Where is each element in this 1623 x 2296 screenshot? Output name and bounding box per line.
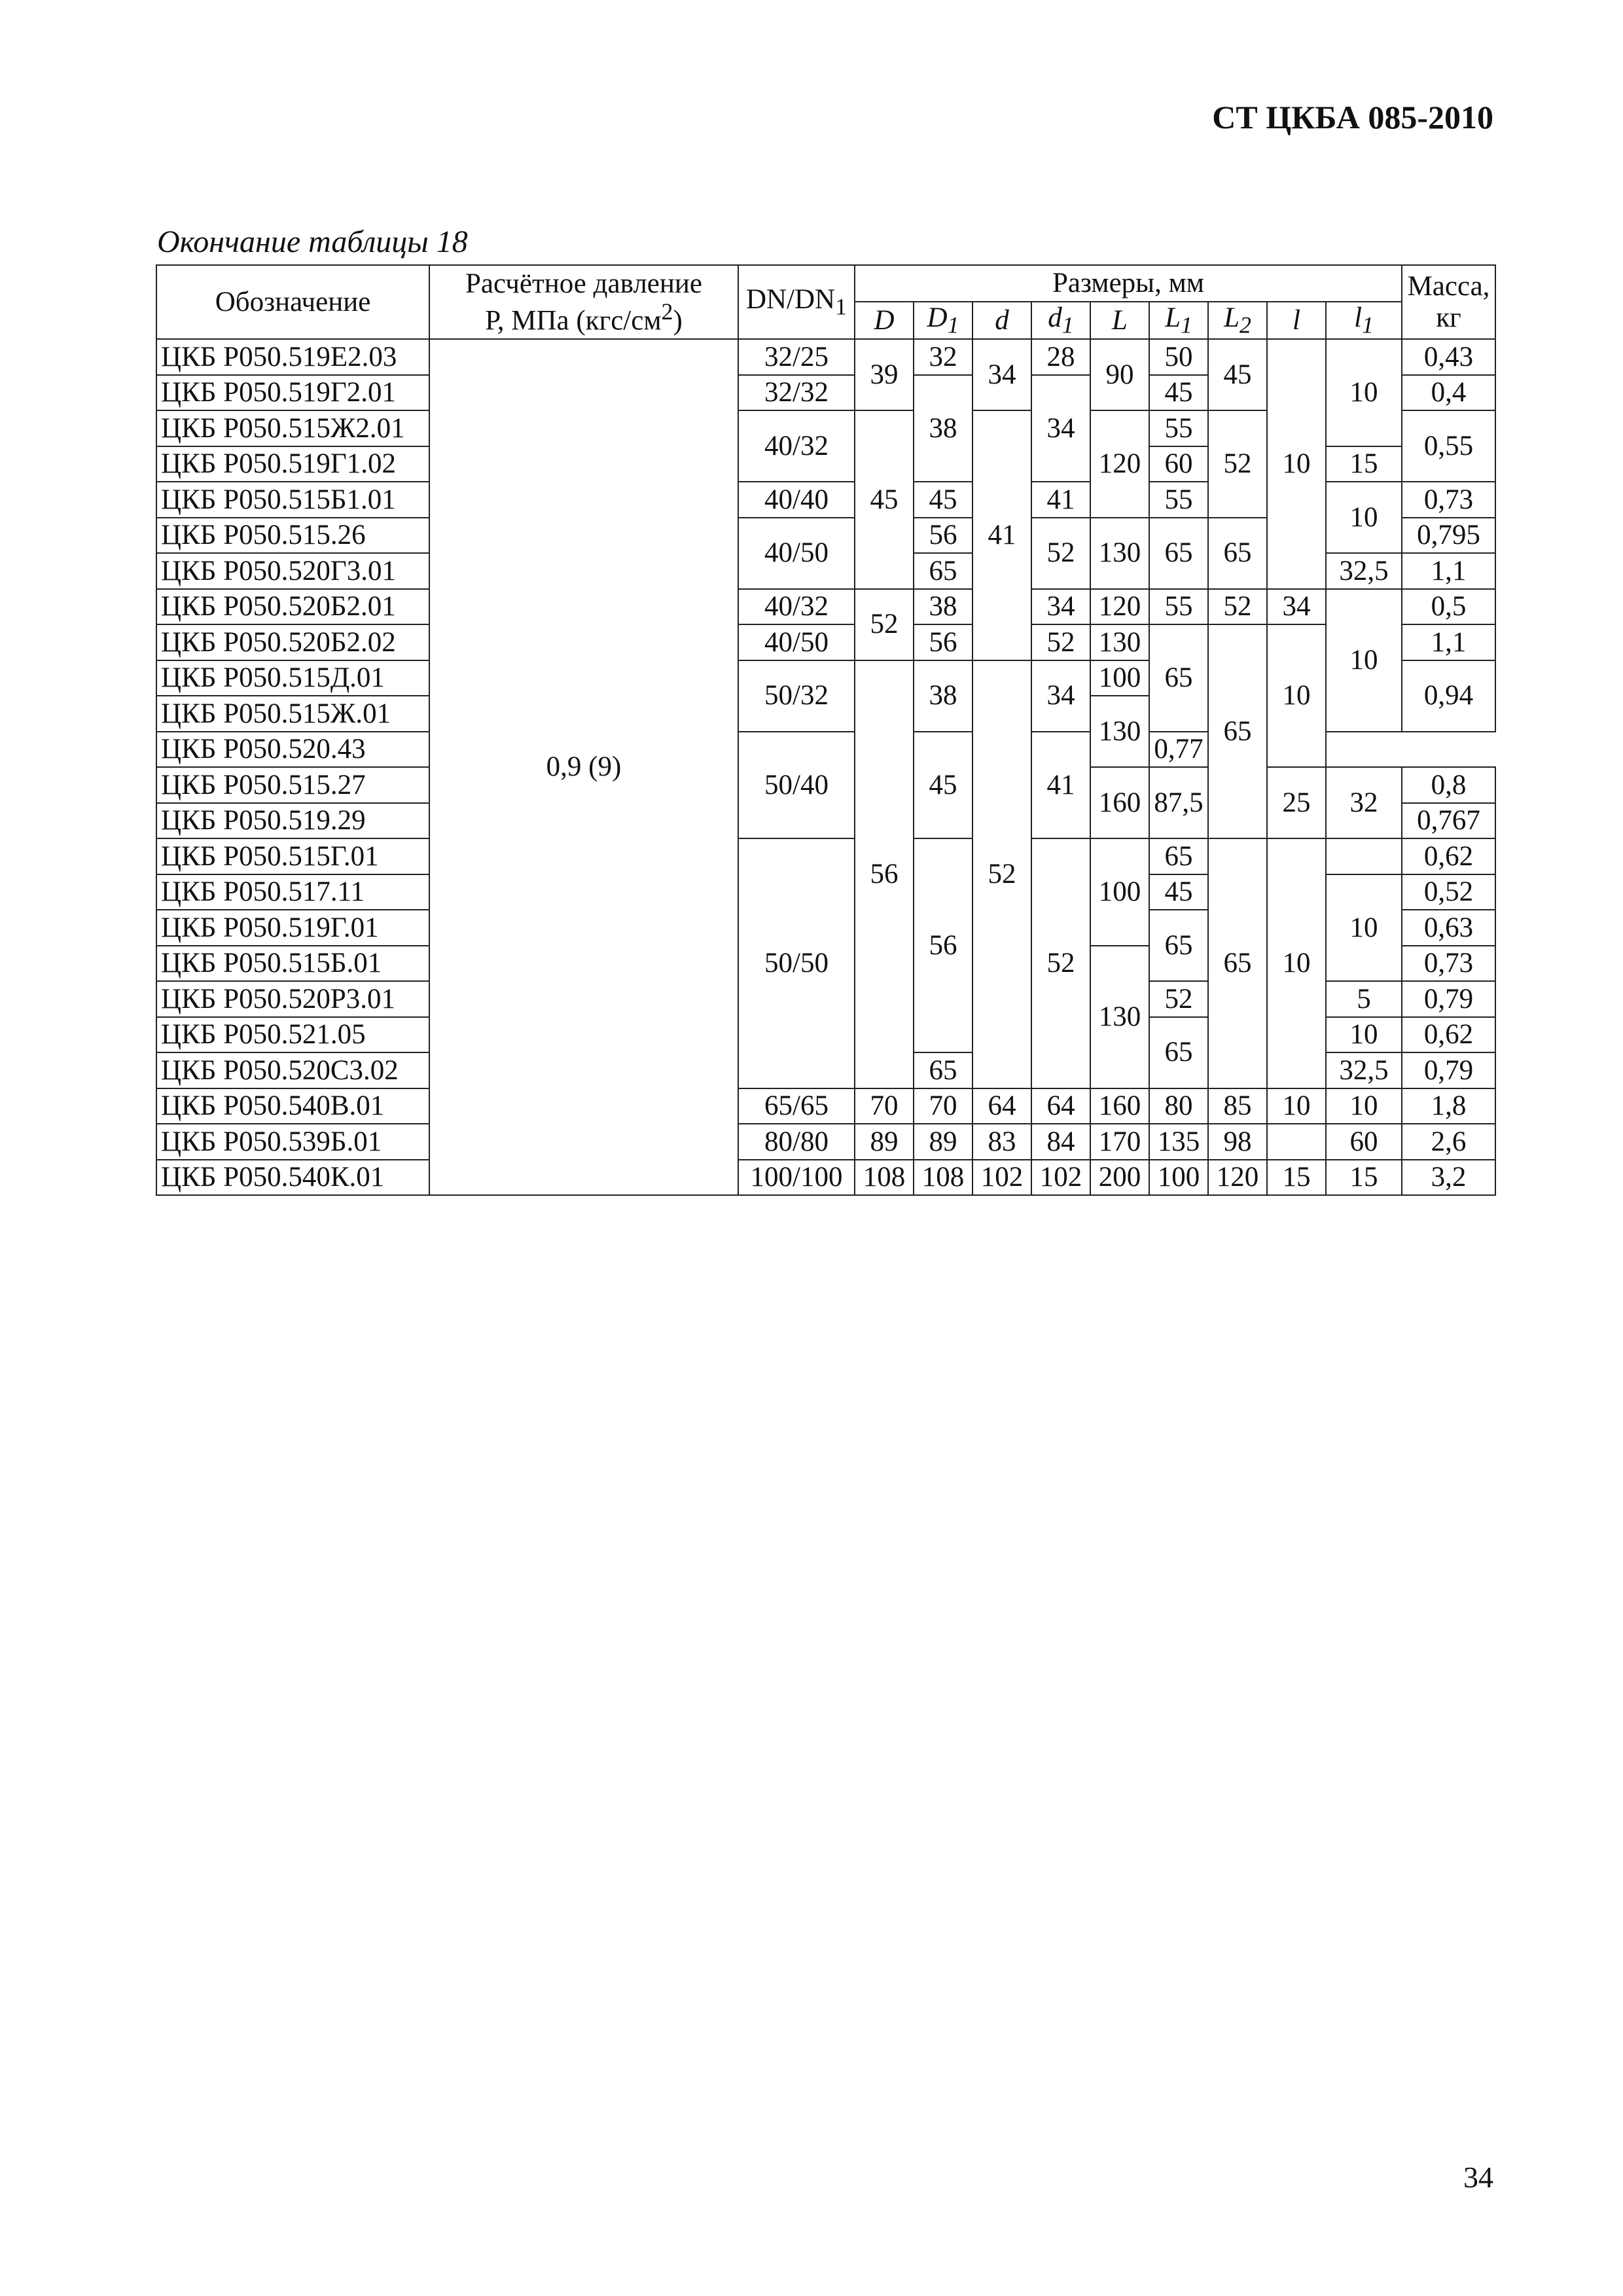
l-cell: 10: [1267, 838, 1326, 1088]
l1-cell: 10: [1326, 589, 1402, 732]
L1-cell: 45: [1149, 874, 1208, 910]
dn-cell: 80/80: [738, 1124, 855, 1160]
l-cell: 25: [1267, 767, 1326, 838]
d1-cell: 52: [1031, 624, 1090, 660]
header-l1: $l_1$: [1326, 302, 1402, 339]
header-mass: Масса, кг: [1402, 265, 1495, 339]
table-row: [156, 339, 1495, 375]
l1-cell: 32,5: [1326, 553, 1402, 589]
dn-cell: 50/32: [738, 660, 855, 732]
L1-cell: 55: [1149, 410, 1208, 446]
D1-cell: 70: [914, 1088, 972, 1124]
l1-cell: 15: [1326, 446, 1402, 482]
D1-cell: 45: [914, 732, 972, 839]
l-cell: [1267, 1124, 1326, 1160]
table-row: [156, 1088, 1495, 1124]
L1-cell: 55: [1149, 589, 1208, 625]
L2-cell: 85: [1208, 1088, 1267, 1124]
L2-cell: 98: [1208, 1124, 1267, 1160]
D-cell: 89: [855, 1124, 914, 1160]
table-row: [156, 589, 1495, 625]
designation-cell: ЦКБ Р050.515Б1.01: [156, 482, 429, 518]
header-pressure: Расчётное давление Р, МПа $(кгс/см^2)$: [429, 265, 738, 339]
l1-cell: 60: [1326, 1124, 1402, 1160]
D-cell: 108: [855, 1160, 914, 1196]
d1-cell: 41: [1031, 482, 1090, 518]
L2-cell: 65: [1208, 624, 1267, 838]
designation-cell: ЦКБ Р050.519.29: [156, 803, 429, 839]
designation-cell: ЦКБ Р050.519Г1.02: [156, 446, 429, 482]
L-cell: 160: [1090, 1088, 1149, 1124]
mass-cell: 1,1: [1402, 553, 1495, 589]
mass-cell: 0,79: [1402, 981, 1495, 1017]
designation-cell: ЦКБ Р050.515Ж.01: [156, 696, 429, 732]
mass-cell: 1,8: [1402, 1088, 1495, 1124]
l1-cell: 10: [1326, 1017, 1402, 1053]
l1-cell: 10: [1326, 1088, 1402, 1124]
d1-cell: 41: [1031, 732, 1090, 839]
L-cell: 130: [1090, 518, 1149, 589]
designation-cell: ЦКБ Р050.519Е2.03: [156, 339, 429, 375]
d-cell: 41: [972, 410, 1031, 660]
L-cell: 120: [1090, 410, 1149, 518]
L1-cell: 65: [1149, 838, 1208, 874]
mass-cell: 0,55: [1402, 410, 1495, 482]
designation-cell: ЦКБ Р050.515Ж2.01: [156, 410, 429, 446]
designation-cell: ЦКБ Р050.515Д.01: [156, 660, 429, 696]
D1-cell: 108: [914, 1160, 972, 1196]
L2-cell: 52: [1208, 410, 1267, 518]
pressure-cell: 0,9 (9): [429, 339, 738, 1195]
D1-cell: 45: [914, 482, 972, 518]
dn-cell: 40/32: [738, 410, 855, 482]
l1-cell: 10: [1326, 482, 1402, 553]
header-d1: $d_1$: [1031, 302, 1090, 339]
L-cell: 100: [1090, 660, 1149, 696]
mass-cell: 2,6: [1402, 1124, 1495, 1160]
header-L: L: [1090, 302, 1149, 339]
designation-cell: ЦКБ Р050.540К.01: [156, 1160, 429, 1196]
L2-cell: 52: [1208, 589, 1267, 625]
designation-cell: ЦКБ Р050.520Р3.01: [156, 981, 429, 1017]
l1-cell: 32,5: [1326, 1052, 1402, 1088]
mass-cell: 0,8: [1402, 767, 1495, 803]
d1-cell: 52: [1031, 838, 1090, 1088]
L-cell: 90: [1090, 339, 1149, 410]
L1-cell: 55: [1149, 482, 1208, 518]
L1-cell: 45: [1149, 375, 1208, 411]
mass-cell: 0,767: [1402, 803, 1495, 839]
d1-cell: 34: [1031, 589, 1090, 625]
l-cell: 34: [1267, 589, 1326, 625]
designation-cell: ЦКБ Р050.515.26: [156, 518, 429, 554]
L1-cell: 80: [1149, 1088, 1208, 1124]
l1-cell: 10: [1326, 339, 1402, 446]
L-cell: 100: [1090, 838, 1149, 946]
L-cell: 130: [1090, 946, 1149, 1088]
mass-cell: 0,73: [1402, 946, 1495, 982]
d-cell: 83: [972, 1124, 1031, 1160]
designation-cell: ЦКБ Р050.515Г.01: [156, 838, 429, 874]
header-L2: $L_2$: [1208, 302, 1267, 339]
l1-cell: 32: [1326, 767, 1402, 838]
mass-cell: 0,79: [1402, 1052, 1495, 1088]
mass-cell: 0,73: [1402, 482, 1495, 518]
l-cell: 10: [1267, 339, 1326, 589]
L1-cell: 60: [1149, 446, 1208, 482]
mass-cell: 0,43: [1402, 339, 1495, 375]
dn-cell: 32/32: [738, 375, 855, 411]
D1-cell: 65: [914, 1052, 972, 1088]
L2-cell: 45: [1208, 339, 1267, 410]
L-cell: 200: [1090, 1160, 1149, 1196]
designation-cell: ЦКБ Р050.520Г3.01: [156, 553, 429, 589]
D1-cell: 38: [914, 660, 972, 732]
l-cell: 10: [1267, 624, 1326, 767]
d-cell: 34: [972, 339, 1031, 410]
designation-cell: ЦКБ Р050.521.05: [156, 1017, 429, 1053]
designation-cell: ЦКБ Р050.520Б2.02: [156, 624, 429, 660]
L1-cell: 65: [1149, 624, 1208, 732]
D-cell: 56: [855, 660, 914, 1088]
dn-cell: 40/50: [738, 624, 855, 660]
d1-cell: 102: [1031, 1160, 1090, 1196]
dn-cell: 40/32: [738, 589, 855, 625]
designation-cell: ЦКБ Р050.517.11: [156, 874, 429, 910]
designation-cell: ЦКБ Р050.519Г2.01: [156, 375, 429, 411]
mass-cell: 1,1: [1402, 624, 1495, 660]
document-code: СТ ЦКБА 085-2010: [1212, 99, 1493, 135]
designation-cell: ЦКБ Р050.520С3.02: [156, 1052, 429, 1088]
dn-cell: 40/40: [738, 482, 855, 518]
table-row: [156, 1160, 1495, 1196]
L1-cell: 65: [1149, 1017, 1208, 1088]
L1-cell: 100: [1149, 1160, 1208, 1196]
L1-cell: 50: [1149, 339, 1208, 375]
designation-cell: ЦКБ Р050.540В.01: [156, 1088, 429, 1124]
L1-cell: 87,5: [1149, 767, 1208, 838]
designation-cell: ЦКБ Р050.515Б.01: [156, 946, 429, 982]
mass-cell: 0,795: [1402, 518, 1495, 554]
mass-cell: 3,2: [1402, 1160, 1495, 1196]
mass-cell: 0,77: [1149, 732, 1208, 768]
d-cell: 52: [972, 660, 1031, 1088]
D1-cell: 56: [914, 838, 972, 1052]
l1-cell: 10: [1326, 874, 1402, 982]
D-cell: 39: [855, 339, 914, 410]
L2-cell: 65: [1208, 518, 1267, 589]
dn-cell: 32/25: [738, 339, 855, 375]
L-cell: 130: [1090, 624, 1149, 660]
header-D: D: [855, 302, 914, 339]
mass-cell: 0,52: [1402, 874, 1495, 910]
D-cell: 45: [855, 410, 914, 589]
l-cell: 10: [1267, 1088, 1326, 1124]
d1-cell: 34: [1031, 375, 1090, 482]
page-number: 34: [1463, 2161, 1493, 2194]
D1-cell: 38: [914, 375, 972, 482]
designation-cell: ЦКБ Р050.520Б2.01: [156, 589, 429, 625]
dn-cell: 50/50: [738, 838, 855, 1088]
table-row: [156, 838, 1495, 874]
L1-cell: 65: [1149, 910, 1208, 981]
D-cell: 52: [855, 589, 914, 660]
d1-cell: 34: [1031, 660, 1090, 732]
D1-cell: 65: [914, 553, 972, 589]
d-cell: 102: [972, 1160, 1031, 1196]
dn-cell: 50/40: [738, 732, 855, 839]
L1-cell: 52: [1149, 981, 1208, 1017]
dn-cell: 100/100: [738, 1160, 855, 1196]
L-cell: 170: [1090, 1124, 1149, 1160]
table-row: [156, 1124, 1495, 1160]
L1-cell: 135: [1149, 1124, 1208, 1160]
L2-cell: 120: [1208, 1160, 1267, 1196]
L2-cell: 65: [1208, 838, 1267, 1088]
designation-cell: ЦКБ Р050.520.43: [156, 732, 429, 768]
mass-cell: 0,94: [1402, 660, 1495, 732]
d1-cell: 64: [1031, 1088, 1090, 1124]
designation-cell: ЦКБ Р050.539Б.01: [156, 1124, 429, 1160]
d1-cell: 84: [1031, 1124, 1090, 1160]
mass-cell: 0,62: [1402, 1017, 1495, 1053]
header-d: d: [972, 302, 1031, 339]
mass-cell: 0,5: [1402, 589, 1495, 625]
designation-cell: ЦКБ Р050.519Г.01: [156, 910, 429, 946]
D1-cell: 38: [914, 589, 972, 625]
header-dimensions: Размеры, мм: [855, 265, 1402, 302]
l1-cell: 5: [1326, 981, 1402, 1017]
designation-cell: ЦКБ Р050.515.27: [156, 767, 429, 803]
D-cell: 70: [855, 1088, 914, 1124]
header-D1: $D_1$: [914, 302, 972, 339]
L-cell: 160: [1090, 767, 1149, 838]
table-row: [156, 624, 1495, 660]
specification-table: [156, 264, 1496, 1196]
header-L1: $L_1$: [1149, 302, 1208, 339]
D1-cell: 89: [914, 1124, 972, 1160]
header-l: l: [1267, 302, 1326, 339]
mass-cell: 0,63: [1402, 910, 1495, 946]
header-designation: Обозначение: [156, 265, 429, 339]
table-body: [156, 339, 1495, 1195]
d1-cell: 52: [1031, 518, 1090, 589]
dn-cell: 65/65: [738, 1088, 855, 1124]
l1-cell: 15: [1326, 1160, 1402, 1196]
L-cell: 120: [1090, 589, 1149, 625]
d-cell: 64: [972, 1088, 1031, 1124]
table-caption: Окончание таблицы 18: [157, 224, 468, 259]
mass-cell: 0,4: [1402, 375, 1495, 411]
header-dn: $DN/DN_1$: [738, 265, 855, 339]
D1-cell: 56: [914, 624, 972, 660]
dn-cell: 40/50: [738, 518, 855, 589]
l-cell: 15: [1267, 1160, 1326, 1196]
mass-cell: 0,62: [1402, 838, 1495, 874]
D1-cell: 32: [914, 339, 972, 375]
l1-cell: [1326, 838, 1402, 874]
L-cell: 130: [1090, 696, 1149, 767]
L1-cell: 65: [1149, 518, 1208, 589]
D1-cell: 56: [914, 518, 972, 554]
d1-cell: 28: [1031, 339, 1090, 375]
